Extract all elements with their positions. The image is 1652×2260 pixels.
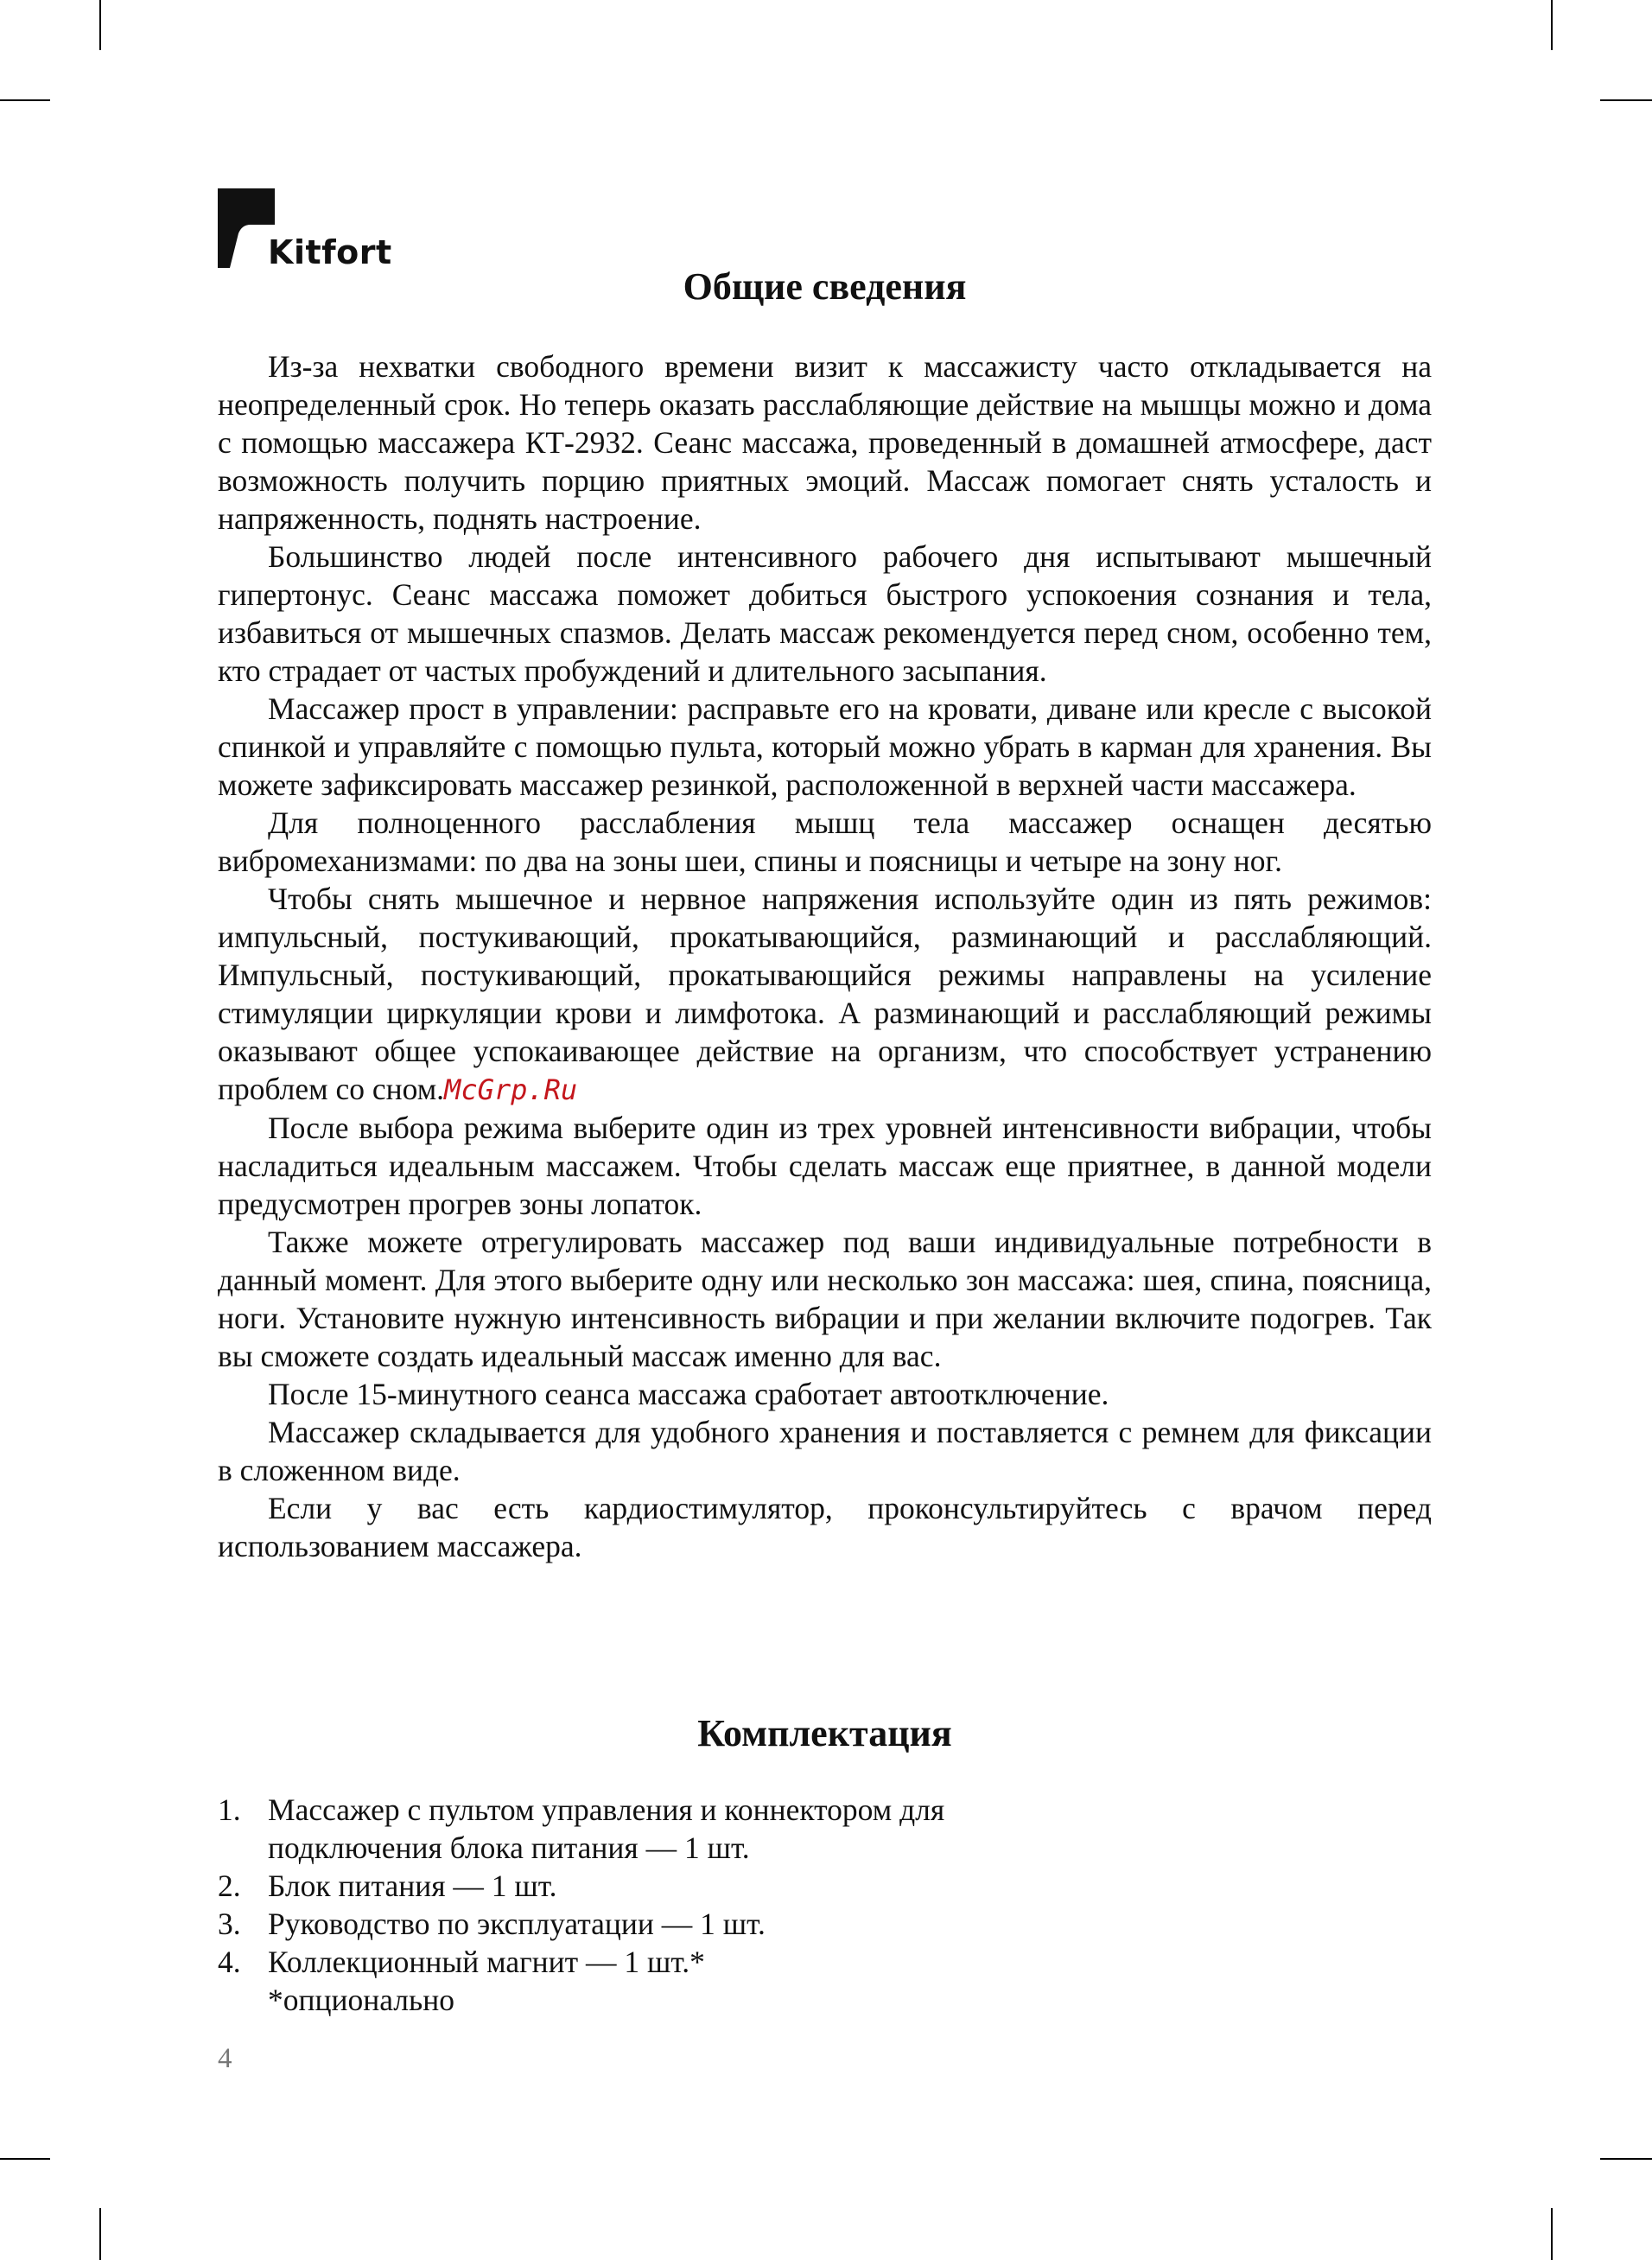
crop-mark — [1551, 0, 1553, 50]
paragraph-with-watermark — [218, 880, 1432, 1109]
list-item — [218, 1867, 1432, 1905]
paragraph: Также можете отрегулировать массажер под ваши индивидуальные потребности в данный момент. Для этого выберите одну или несколько зон массажа: шея, спина, поясница, ноги. Установите нужную интенсивность вибрации и при желании включите подогрев. Так вы сможете создать идеальный массаж именно для вас. — [218, 1225, 1432, 1373]
paragraph: Если у вас есть кардиостимулятор, проконсультируйтесь с врачом перед использованием массажера. — [218, 1491, 1432, 1563]
list-item-text: Руководство по эксплуатации — 1 шт. — [268, 1907, 766, 1941]
list-item-text: Коллекционный магнит — 1 шт.* — [268, 1945, 705, 1979]
crop-mark — [1551, 2208, 1553, 2260]
page-number: 4 — [218, 2043, 232, 2074]
brand-name: Kitfort — [268, 233, 392, 271]
crop-mark — [0, 99, 50, 101]
brand-logo — [218, 188, 391, 275]
general-info-text — [218, 347, 1432, 1565]
list-item — [218, 1943, 1432, 1981]
paragraph: После выбора режима выберите один из трех уровней интенсивности вибрации, чтобы насладиться идеальным массажем. Чтобы сделать массаж еще приятнее, в данной модели предусмотрен прогрев зоны лопаток. — [218, 1111, 1432, 1221]
list-item-text: Массажер с пультом управления и коннектором для подключения блока питания — 1 шт. — [268, 1792, 945, 1865]
list-item-text: Блок питания — 1 шт. — [268, 1868, 557, 1903]
list-item — [218, 1791, 1432, 1867]
paragraph: После 15-минутного сеанса массажа сработает автоотключение. — [268, 1377, 1109, 1411]
crop-mark — [0, 2158, 50, 2160]
package-list — [218, 1791, 1432, 2019]
list-item — [218, 1905, 1432, 1943]
crop-mark — [1600, 2158, 1652, 2160]
paragraph: Массажер прост в управлении: расправьте его на кровати, диване или кресле с высокой спинкой и управляйте с помощью пульта, который можно убрать в карман для хранения. Вы можете зафиксировать массажер резинкой, расположенной в верхней части массажера. — [218, 691, 1432, 802]
crop-mark — [1600, 99, 1652, 101]
section-title-package: Комплектация — [697, 1712, 952, 1754]
paragraph: Из-за нехватки свободного времени визит к массажисту часто откладывается на неопределенный срок. Но теперь оказать расслабляющие действие на мышцы можно и дома с помощью массажера КТ-2932. Сеанс массажа, проведенный в домашней атмосфере, даст возможность получить порцию приятных эмоций. Массаж помогает снять усталость и напряженность, поднять настроение. — [218, 349, 1432, 536]
kitfort-logo-icon — [218, 188, 275, 268]
list-item-number: 1. — [218, 1792, 241, 1827]
paragraph: Для полноценного расслабления мышц тела массажер оснащен десятью вибромеханизмами: по два на зоны шеи, спины и поясницы и четыре на зону ног. — [218, 805, 1432, 878]
crop-mark — [99, 2208, 101, 2260]
list-item-number: 4. — [218, 1945, 241, 1979]
paragraph: Массажер складывается для удобного хранения и поставляется с ремнем для фиксации в сложенном виде. — [218, 1415, 1432, 1487]
watermark: McGrp.Ru — [444, 1073, 578, 1106]
list-item-number: 3. — [218, 1907, 241, 1941]
paragraph: Чтобы снять мышечное и нервное напряжения используйте один из пять режимов: импульсный, постукивающий, прокатывающийся, разминающий и расслабляющий. Импульсный, постукивающий, прокатывающийся режимы направлены на усиление стимуляции циркуляции крови и лимфотока. А разминающий и расслабляющий режимы оказывают общее успокаивающее действие на организм, что способствует устранению проблем со сном. — [218, 882, 1432, 1106]
list-item-number: 2. — [218, 1868, 241, 1903]
section-title-general: Общие сведения — [683, 265, 967, 308]
paragraph: Большинство людей после интенсивного рабочего дня испытывают мышечный гипертонус. Сеанс массажа поможет добиться быстрого успокоения сознания и тела, избавиться от мышечных спазмов. Делать массаж рекомендуется перед сном, особенно тем, кто страдает от частых пробуждений и длительного засыпания. — [218, 539, 1432, 688]
crop-mark — [99, 0, 101, 50]
list-footnote: *опционально — [268, 1983, 454, 2017]
